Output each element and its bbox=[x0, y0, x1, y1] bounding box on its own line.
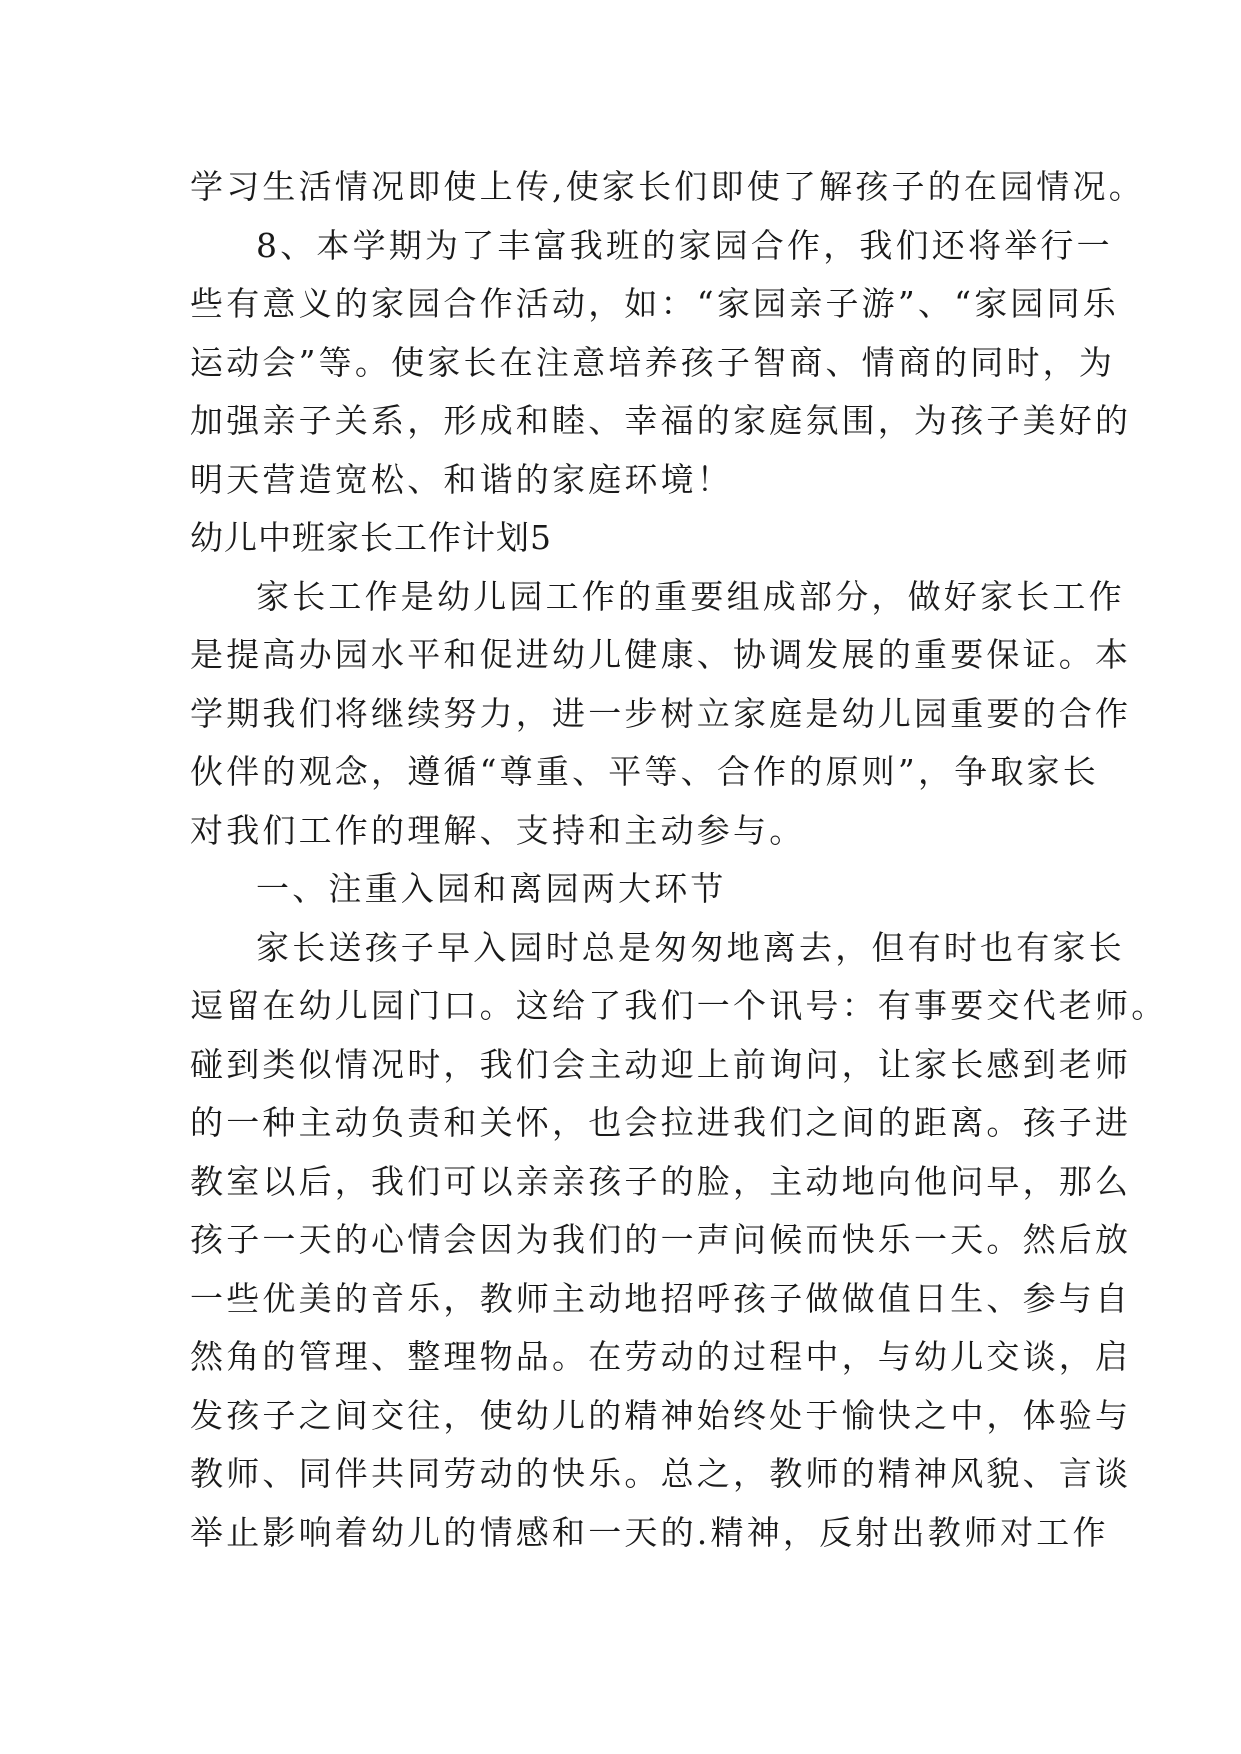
paragraph-line: 学习生活情况即使上传,使家长们即使了解孩子的在园情况。 bbox=[190, 167, 1145, 206]
paragraph-line: 举止影响着幼儿的情感和一天的.精神，反射出教师对工作 bbox=[190, 1512, 1109, 1552]
paragraph-line: 家长工作是幼儿园工作的重要组成部分，做好家长工作 bbox=[256, 576, 1125, 616]
paragraph-line: 然角的管理、整理物品。在劳动的过程中，与幼儿交谈，启 bbox=[190, 1337, 1132, 1376]
paragraph-line: 教室以后，我们可以亲亲孩子的脸，主动地向他问早，那么 bbox=[190, 1161, 1132, 1201]
paragraph-line: 孩子一天的心情会因为我们的一声问候而快乐一天。然后放 bbox=[190, 1220, 1132, 1259]
section-heading: 幼儿中班家长工作计划5 bbox=[190, 518, 552, 557]
paragraph-line: 是提高办园水平和促进幼儿健康、协调发展的重要保证。本 bbox=[190, 635, 1132, 674]
paragraph-line: 加强亲子关系，形成和睦、幸福的家庭氛围，为孩子美好的 bbox=[190, 401, 1132, 440]
paragraph-line: 8、本学期为了丰富我班的家园合作，我们还将举行一 bbox=[256, 225, 1113, 265]
paragraph-line: 发孩子之间交往，使幼儿的精神始终处于愉快之中，体验与 bbox=[190, 1395, 1132, 1435]
paragraph-line: 碰到类似情况时，我们会主动迎上前询问，让家长感到老师 bbox=[190, 1044, 1132, 1084]
paragraph-line: 家长送孩子早入园时总是匆匆地离去，但有时也有家长 bbox=[256, 927, 1125, 967]
paragraph-line: 学期我们将继续努力，进一步树立家庭是幼儿园重要的合作 bbox=[190, 693, 1132, 733]
paragraph-line: 一些优美的音乐，教师主动地招呼孩子做做值日生、参与自 bbox=[190, 1278, 1132, 1318]
paragraph-line: 明天营造宽松、和谐的家庭环境！ bbox=[190, 459, 733, 499]
paragraph-line: 伙伴的观念，遵循“尊重、平等、合作的原则”，争取家长 bbox=[190, 752, 1099, 791]
paragraph-line: 的一种主动负责和关怀，也会拉进我们之间的距离。孩子进 bbox=[190, 1103, 1132, 1142]
document-body bbox=[190, 158, 1168, 1562]
paragraph-line: 逗留在幼儿园门口。这给了我们一个讯号：有事要交代老师。 bbox=[190, 986, 1168, 1025]
subsection-heading: 一、注重入园和离园两大环节 bbox=[256, 869, 727, 908]
paragraph-line: 些有意义的家园合作活动，如：“家园亲子游”、“家园同乐 bbox=[190, 284, 1120, 323]
paragraph-line: 对我们工作的理解、支持和主动参与。 bbox=[190, 810, 806, 850]
paragraph-line: 教师、同伴共同劳动的快乐。总之，教师的精神风貌、言谈 bbox=[190, 1454, 1132, 1493]
paragraph-line: 运动会”等。使家长在注意培养孩子智商、情商的同时，为 bbox=[190, 342, 1116, 382]
